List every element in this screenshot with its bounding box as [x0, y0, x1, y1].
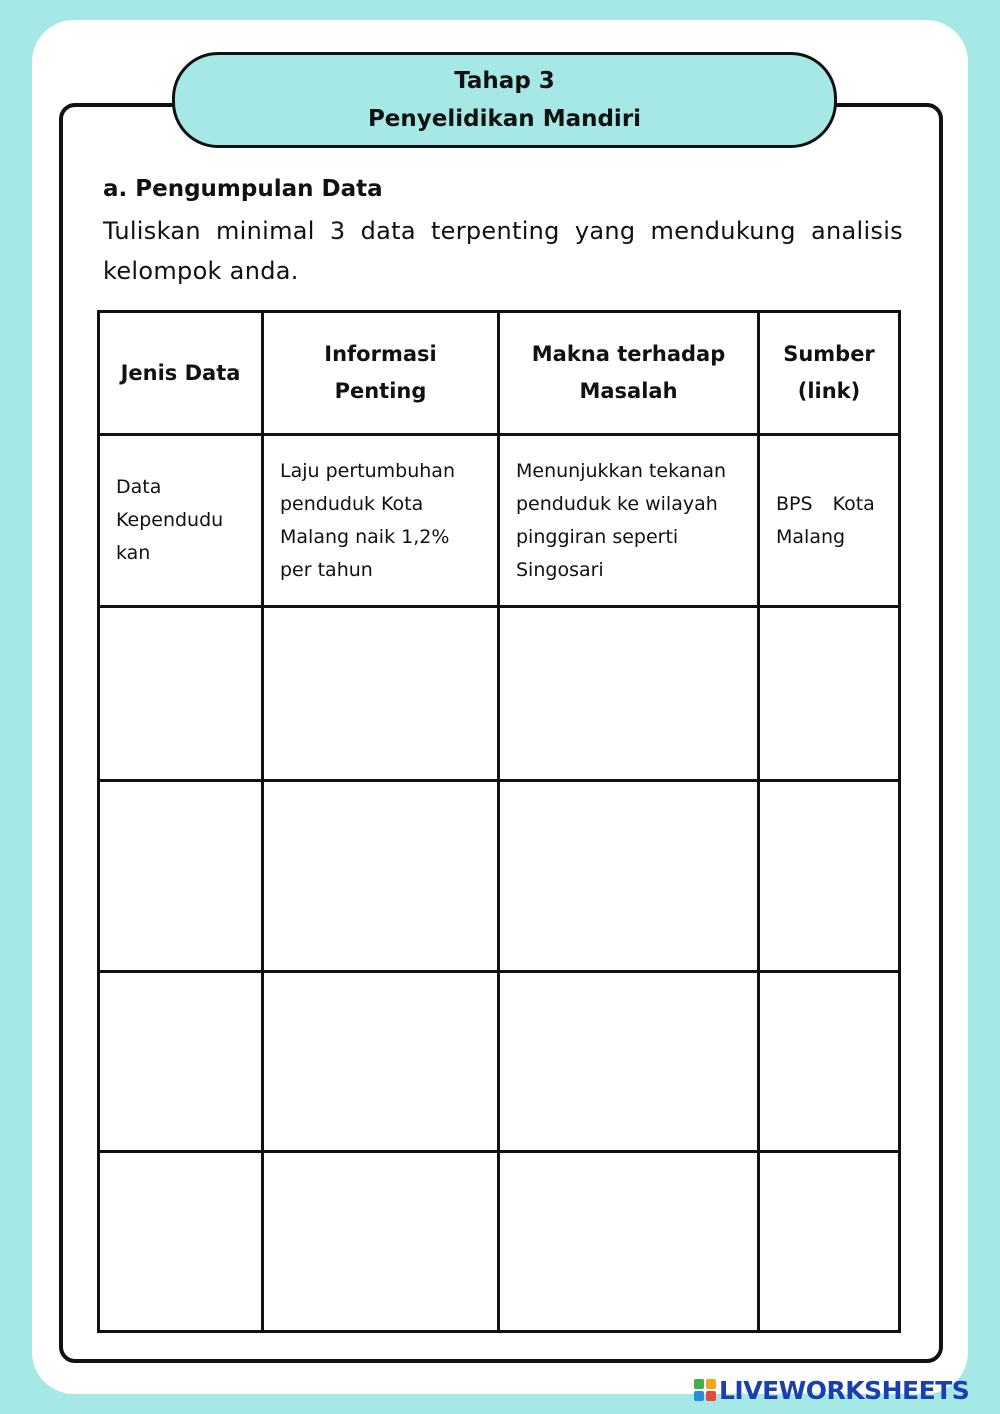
- table-row: [99, 1152, 900, 1332]
- instruction-text: Tuliskan minimal 3 data terpenting yang mendukung analisis kelompok anda.: [103, 217, 903, 285]
- cell-informasi-penting[interactable]: [263, 1152, 499, 1332]
- cell-sumber[interactable]: BPS Kota Malang: [759, 435, 900, 607]
- liveworksheets-logo-icon: [694, 1379, 716, 1401]
- stage-name: Penyelidikan Mandiri: [367, 106, 642, 132]
- header-sumber-link: Sumber (link): [759, 312, 900, 435]
- cell-sumber[interactable]: [759, 607, 900, 781]
- stage-number: Tahap 3: [454, 68, 555, 94]
- cell-informasi-penting[interactable]: [263, 972, 499, 1152]
- cell-jenis-data[interactable]: [99, 1152, 263, 1332]
- cell-informasi-penting[interactable]: [263, 607, 499, 781]
- cell-jenis-data[interactable]: [99, 607, 263, 781]
- cell-jenis-data[interactable]: [99, 781, 263, 972]
- table-row: [99, 435, 900, 607]
- liveworksheets-brand[interactable]: [694, 1374, 969, 1406]
- cell-makna-masalah[interactable]: [499, 781, 759, 972]
- stage-title-banner: [172, 52, 837, 148]
- table-row: [99, 972, 900, 1152]
- cell-makna-masalah[interactable]: [499, 1152, 759, 1332]
- cell-makna-masalah[interactable]: [499, 607, 759, 781]
- cell-informasi-penting[interactable]: [263, 781, 499, 972]
- cell-sumber[interactable]: [759, 781, 900, 972]
- cell-jenis-data[interactable]: Data Kependudu kan: [99, 435, 263, 607]
- cell-makna-masalah[interactable]: Menunjukkan tekanan penduduk ke wilayah pinggiran seperti Singosari: [499, 435, 759, 607]
- cell-makna-masalah[interactable]: [499, 972, 759, 1152]
- header-jenis-data: Jenis Data: [99, 312, 263, 435]
- section-heading: a. Pengumpulan Data: [103, 176, 383, 202]
- header-informasi-penting: Informasi Penting: [263, 312, 499, 435]
- cell-sumber[interactable]: [759, 972, 900, 1152]
- header-makna-terhadap-masalah: Makna terhadap Masalah: [499, 312, 759, 435]
- table-row: [99, 607, 900, 781]
- data-collection-table: [97, 310, 901, 1333]
- cell-sumber[interactable]: [759, 1152, 900, 1332]
- cell-jenis-data[interactable]: [99, 972, 263, 1152]
- table-header-row: [99, 312, 900, 435]
- brand-name: LIVEWORKSHEETS: [719, 1375, 970, 1405]
- table-row: [99, 781, 900, 972]
- cell-informasi-penting[interactable]: Laju pertumbuhan penduduk Kota Malang naik 1,2% per tahun: [263, 435, 499, 607]
